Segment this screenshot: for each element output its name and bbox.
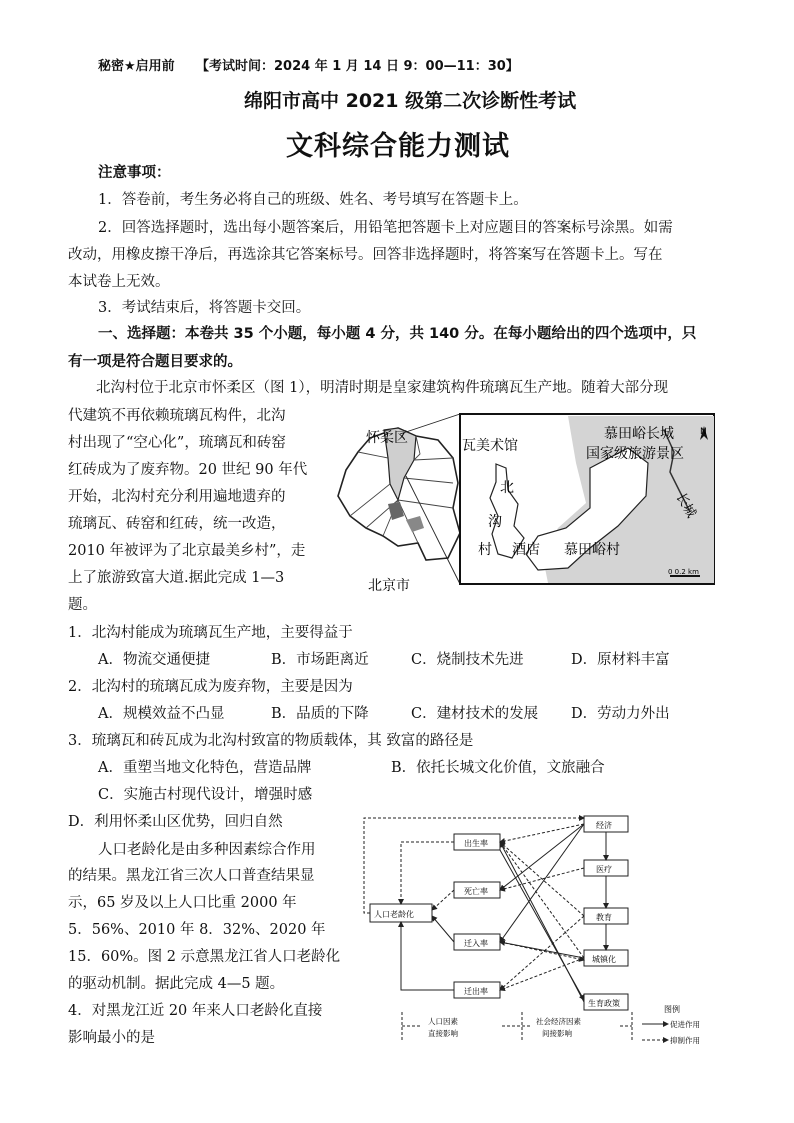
passage1-line-6: 琉璃瓦、砖窑和红砖，统一改造， (68, 516, 286, 532)
exam-time: 【考试时间：2024 年 1 月 14 日 9：00—11：30】 (196, 59, 519, 74)
q1-options (0, 653, 794, 671)
map-north-label: N (700, 427, 707, 437)
notes-heading: 注意事项： (98, 165, 171, 181)
label-economy: 经济 (596, 821, 612, 830)
q1-option-b[interactable]: B．市场距离近 (271, 652, 369, 668)
legend-inhibit: 抑制作用 (670, 1036, 700, 1045)
q3-option-a[interactable]: A．重塑当地文化特色，营造品牌 (98, 760, 312, 776)
q1-stem: 1．北沟村能成为琉璃瓦生产地，主要得益于 (68, 625, 353, 641)
map-label-gou: 沟 (488, 514, 502, 530)
map-label-museum: 瓦美术馆 (462, 438, 518, 454)
map-label-beijing: 北京市 (368, 578, 410, 594)
q4-stem-line-1: 4．对黑龙江近 20 年来人口老龄化直接 (68, 1003, 323, 1019)
map-label-great-wall-1: 慕田峪长城 (604, 426, 674, 442)
passage2-line-2: 的结果。黑龙江省三次人口普查结果显 (68, 868, 315, 884)
q3-stem: 3．琉璃瓦和砖瓦成为北沟村致富的物质载体，其 致富的路径是 (68, 733, 474, 749)
note-2-line-2: 改动，用橡皮擦干净后，再选涂其它答案标号。回答非选择题时，将答案写在答题卡上。写在 (68, 247, 663, 263)
figure-1-map (328, 408, 716, 600)
q2-stem: 2．北沟村的琉璃瓦成为废弃物，主要是因为 (68, 679, 353, 695)
exam-title: 文科综合能力测试 (286, 131, 510, 162)
label-pop-direct: 直接影响 (428, 1029, 458, 1038)
figure-2-diagram (362, 810, 722, 1050)
map-label-cun: 村 (478, 542, 492, 558)
legend-title: 图例 (664, 1005, 680, 1014)
label-death: 死亡率 (464, 887, 488, 896)
q2-option-a[interactable]: A．规模效益不凸显 (98, 706, 225, 722)
map-label-bei: 北 (500, 480, 514, 496)
label-policy: 生育政策 (588, 999, 620, 1008)
map-label-huairou: 怀柔区 (366, 430, 408, 446)
passage2-line-5: 15．60%。图 2 示意黑龙江省人口老龄化 (68, 949, 341, 965)
map-label-great-wall-2: 国家级旅游景区 (586, 446, 684, 462)
map-label-village: 慕田峪村 (564, 542, 620, 558)
map-scale-label: 0 0.2 km (668, 568, 699, 576)
q1-option-a[interactable]: A．物流交通便捷 (98, 652, 210, 668)
q2-options (0, 707, 794, 725)
q3-option-c[interactable]: C．实施古村现代设计，增强时感 (98, 787, 313, 803)
passage1-line-5: 开始，北沟村充分利用遍地遗弃的 (68, 489, 286, 505)
q2-option-b[interactable]: B．品质的下降 (271, 706, 369, 722)
label-medical: 医疗 (596, 865, 612, 874)
q2-option-c[interactable]: C．建材技术的发展 (411, 706, 539, 722)
q1-option-d[interactable]: D．原材料丰富 (571, 652, 670, 668)
label-education: 教育 (596, 913, 612, 922)
label-aging: 人口老龄化 (374, 910, 414, 919)
note-2-line-1: 2．回答选择题时，选出每小题答案后，用铅笔把答题卡上对应题目的答案标号涂黑。如需 (98, 220, 673, 236)
passage1-line-9: 题。 (68, 597, 97, 613)
label-out: 迁出率 (464, 987, 488, 996)
legend-promote: 促进作用 (670, 1020, 700, 1029)
q3-option-d[interactable]: D．利用怀柔山区优势，回归自然 (68, 814, 283, 830)
label-urban: 城镇化 (592, 955, 616, 964)
passage2-line-4: 5．56%、2010 年 8．32%、2020 年 (68, 922, 326, 938)
passage1-line-2: 代建筑不再依赖琉璃瓦构件，北沟 (68, 408, 286, 424)
q2-option-d[interactable]: D．劳动力外出 (571, 706, 670, 722)
passage2-line-1: 人口老龄化是由多种因素综合作用 (98, 842, 316, 858)
label-soc-factor: 社会经济因素 (536, 1017, 581, 1026)
confidential-label: 秘密★启用前 (98, 59, 175, 74)
label-in: 迁入率 (464, 939, 488, 948)
passage1-line-3: 村出现了“空心化”，琉璃瓦和砖窑 (68, 435, 286, 451)
label-soc-indirect: 间接影响 (542, 1029, 572, 1038)
note-1: 1．答卷前，考生务必将自己的班级、姓名、考号填写在答题卡上。 (98, 192, 528, 208)
label-pop-factor: 人口因素 (428, 1017, 458, 1026)
passage1-line-1: 北沟村位于北京市怀柔区（图 1），明清时期是皇家建筑构件琉璃瓦生产地。随着大部分现 (96, 380, 669, 396)
passage1-line-4: 红砖成为了废弃物。20 世纪 90 年代 (68, 462, 308, 478)
exam-subtitle: 绵阳市高中 2021 级第二次诊断性考试 (244, 90, 577, 112)
passage1-line-7: 2010 年被评为了北京最美乡村”，走 (68, 543, 306, 559)
map-label-wall: 长城 (672, 490, 699, 521)
passage2-line-6: 的驱动机制。据此完成 4—5 题。 (68, 976, 285, 992)
map-label-hotel: 酒店 (512, 542, 540, 558)
section-heading-line-2: 有一项是符合题目要求的。 (68, 354, 242, 370)
label-birth: 出生率 (464, 839, 488, 848)
section-heading-line-1: 一、选择题：本卷共 35 个小题，每小题 4 分，共 140 分。在每小题给出的四个选项中，只 (98, 326, 697, 342)
q4-stem-line-2: 影响最小的是 (68, 1030, 155, 1046)
passage1-line-8: 上了旅游致富大道.据此完成 1—3 (68, 570, 285, 586)
passage2-line-3: 示，65 岁及以上人口比重 2000 年 (68, 895, 297, 911)
q3-option-b[interactable]: B．依托长城文化价值，文旅融合 (391, 760, 605, 776)
q1-option-c[interactable]: C．烧制技术先进 (411, 652, 524, 668)
note-2-line-3: 本试卷上无效。 (68, 274, 170, 290)
note-3: 3．考试结束后，将答题卡交回。 (98, 300, 311, 316)
